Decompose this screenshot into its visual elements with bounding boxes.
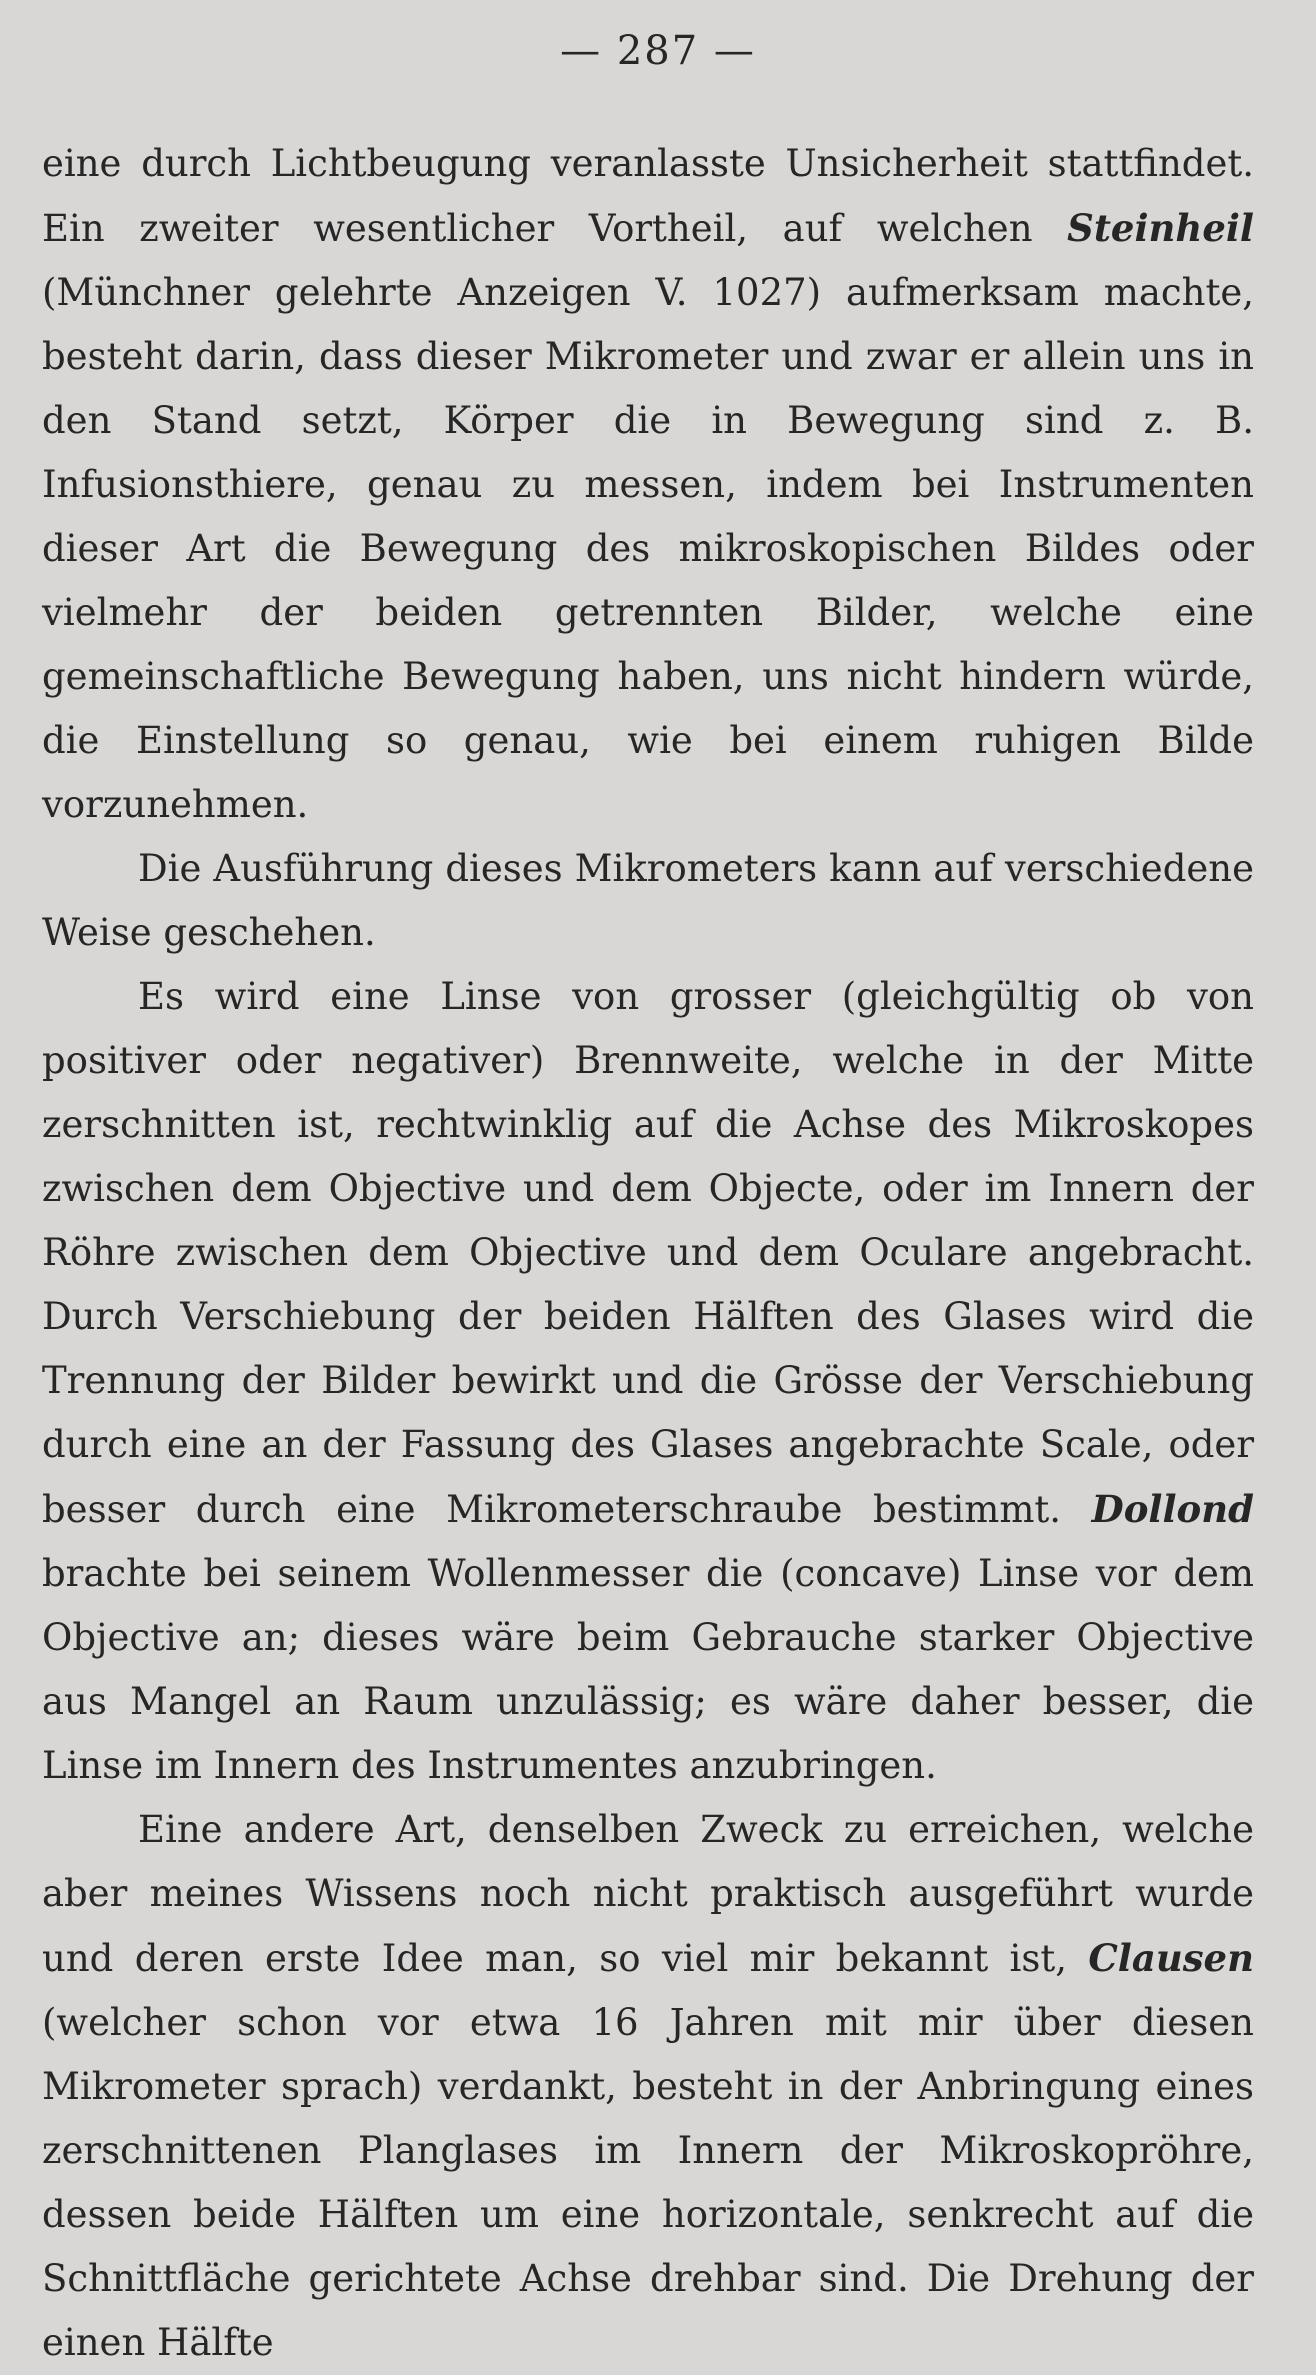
page-number: — 287 — <box>560 28 756 74</box>
text-run: Es wird eine Linse von grosser (gleichgültig ob von positiver oder negativer) Brennweite, welche in der Mitte zerschnitten ist, rechtwinklig auf die Achse des Mikroskopes zwischen dem Objective und dem Objecte, oder im Innern der Röhre zwischen dem Objective und dem Oculare angebracht. Durch Verschiebung der beiden Hälften des Glases wird die Trennung der Bilder bewirkt und die Grösse der Verschiebung durch eine an der Fassung des Glases angebrachte Scale, oder besser durch eine Mikrometerschraube bestimmt. <box>42 975 1254 1531</box>
person-name: Steinheil <box>1067 206 1254 250</box>
text-run: brachte bei seinem Wollenmesser die (concave) Linse vor dem Objective an; dieses wäre beim Gebrauche starker Objective aus Mangel an Raum unzulässig; es wäre daher besser, die Linse im Innern des Instrumentes anzubringen. <box>42 1552 1254 1787</box>
text-run: (Münchner gelehrte Anzeigen V. 1027) aufmerksam machte, besteht darin, dass dieser Mikrometer und zwar er allein uns in den Stand setzt, Körper die in Bewegung sind z. B. Infusionsthiere, genau zu messen, indem bei Instrumenten dieser Art die Bewegung des mikroskopischen Bildes oder vielmehr der beiden getrennten Bilder, welche eine gemeinschaftliche Bewegung haben, uns nicht hindern würde, die Einstellung so genau, wie bei einem ruhigen Bilde vorzunehmen. <box>42 271 1254 826</box>
paragraph-2 <box>42 837 1254 965</box>
body-text <box>42 132 1254 2375</box>
paragraph-1 <box>42 132 1254 837</box>
person-name: Dollond <box>1091 1487 1254 1531</box>
text-run: Eine andere Art, denselben Zweck zu erreichen, welche aber meines Wissens noch nicht praktisch ausgeführt wurde und deren erste Idee man, so viel mir bekannt ist, <box>42 1808 1254 1980</box>
text-run: eine durch Lichtbeugung veranlasste Unsicherheit stattfindet. Ein zweiter wesentlicher Vortheil, auf welchen <box>42 142 1254 250</box>
person-name: Clausen <box>1088 1936 1254 1980</box>
paragraph-3 <box>42 965 1254 1798</box>
paragraph-4 <box>42 1798 1254 2375</box>
text-run: (welcher schon vor etwa 16 Jahren mit mir über diesen Mikrometer sprach) verdankt, besteht in der Anbringung eines zerschnittenen Planglases im Innern der Mikroskopröhre, dessen beide Hälften um eine horizontale, senkrecht auf die Schnittfläche gerichtete Achse drehbar sind. Die Drehung der einen Hälfte <box>42 2001 1254 2364</box>
text-run: Die Ausführung dieses Mikrometers kann auf verschiedene Weise geschehen. <box>42 847 1254 954</box>
